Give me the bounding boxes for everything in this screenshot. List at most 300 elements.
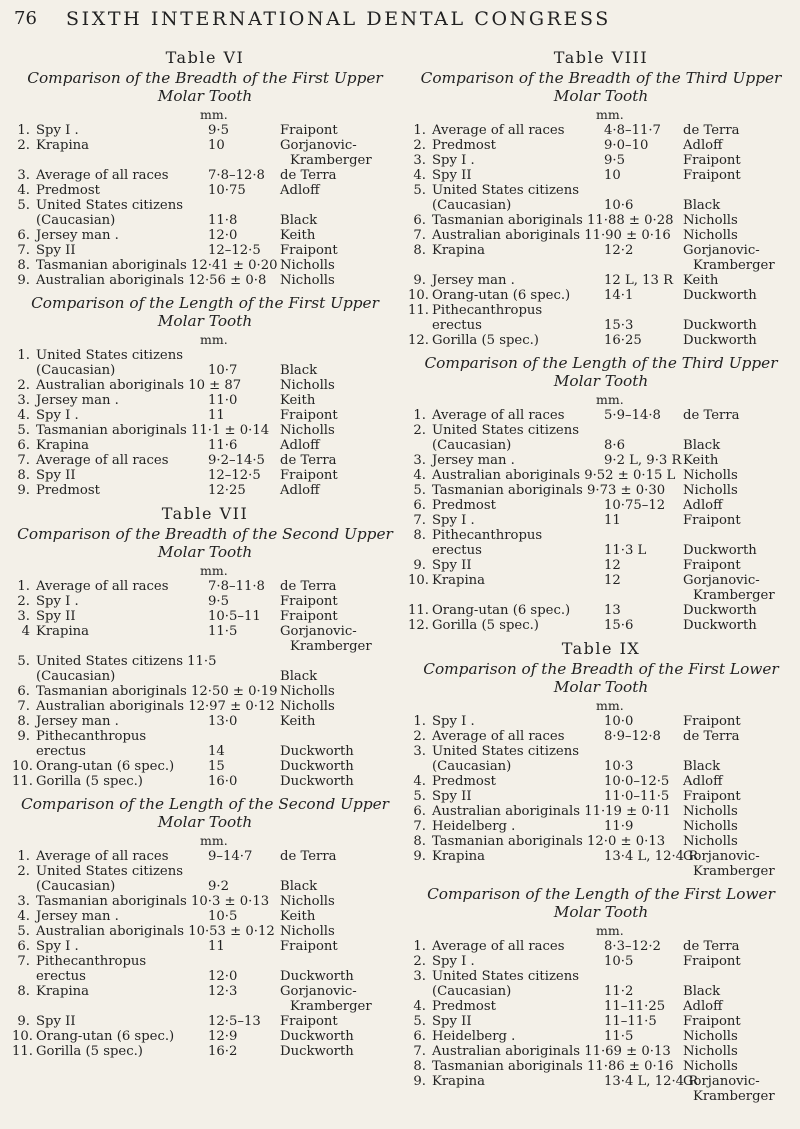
table-row — [12, 378, 398, 393]
row-value: 10 — [604, 168, 621, 183]
table-row — [408, 408, 794, 423]
table-row — [408, 999, 794, 1014]
row-author: Nicholls — [683, 483, 738, 498]
row-subject: Average of all races — [432, 729, 565, 744]
row-subject: (Caucasian) — [36, 213, 116, 228]
table-row — [408, 213, 794, 228]
row-subject: (Caucasian) — [432, 984, 512, 999]
table-row — [12, 939, 398, 954]
row-subject: (Caucasian) — [432, 438, 512, 453]
table-row — [12, 138, 398, 168]
table-section — [12, 294, 398, 498]
table-row — [408, 138, 794, 153]
row-author-cont: Kramberger — [693, 864, 775, 879]
row-author: Fraipont — [280, 468, 338, 483]
table-row — [12, 879, 398, 894]
row-subject: Average of all races — [432, 123, 565, 138]
row-value: 16·2 — [208, 1044, 238, 1059]
table-row — [12, 483, 398, 498]
row-author: Nicholls — [683, 819, 738, 834]
row-number: 9. — [17, 483, 30, 498]
row-subject: Krapina — [432, 243, 486, 258]
row-number: 6. — [17, 438, 30, 453]
table-row — [408, 729, 794, 744]
row-subject: Orang-utan (6 spec.) — [36, 1029, 175, 1044]
table-row — [12, 714, 398, 729]
row-subject: Spy II — [432, 1014, 472, 1029]
table-row — [12, 954, 398, 969]
row-author: Fraipont — [683, 513, 741, 528]
row-value: 12·3 — [208, 984, 238, 999]
row-author: Black — [280, 363, 318, 378]
row-number: 5. — [17, 654, 30, 669]
row-value: 12–12·5 — [208, 468, 261, 483]
row-number: 7. — [413, 228, 426, 243]
row-subject: Average of all races — [36, 453, 169, 468]
row-author: Fraipont — [683, 153, 741, 168]
table-row — [408, 303, 794, 318]
table-row — [408, 558, 794, 573]
row-number: 8. — [413, 834, 426, 849]
table-row — [12, 729, 398, 744]
row-value: 14 — [208, 744, 225, 759]
row-value: 13·0 — [208, 714, 238, 729]
row-author: Gorjanovic- — [280, 984, 357, 999]
table-row — [12, 123, 398, 138]
row-subject: United States citizens — [36, 198, 183, 213]
table-row — [12, 408, 398, 423]
row-author: Nicholls — [280, 378, 335, 393]
row-value: 15 — [208, 759, 225, 774]
table-row — [408, 318, 794, 333]
row-subject: Heidelberg . — [432, 1029, 516, 1044]
row-number: 4. — [17, 183, 30, 198]
row-author: Duckworth — [280, 759, 354, 774]
row-subject: Spy I . — [36, 123, 79, 138]
row-author-cont: Kramberger — [290, 639, 372, 654]
row-author: Gorjanovic- — [683, 243, 760, 258]
unit-label: mm. — [596, 923, 624, 938]
table-row — [408, 498, 794, 513]
row-subject: United States citizens — [36, 864, 183, 879]
row-number: 7. — [17, 954, 30, 969]
row-number: 8. — [413, 1059, 426, 1074]
row-author: Keith — [683, 273, 719, 288]
row-author: Fraipont — [280, 408, 338, 423]
row-subject: Pithecanthropus — [432, 303, 543, 318]
row-value: 11 — [604, 513, 621, 528]
table-row — [12, 348, 398, 363]
unit-label: mm. — [596, 107, 624, 122]
row-author: Keith — [280, 228, 316, 243]
table-row — [12, 453, 398, 468]
row-number: 9. — [413, 1074, 426, 1089]
table-row — [408, 939, 794, 954]
table-row — [12, 924, 398, 939]
row-subject: Krapina — [432, 1074, 486, 1089]
row-number: 10. — [12, 759, 33, 774]
row-number: 4. — [413, 774, 426, 789]
row-author: Black — [280, 879, 318, 894]
row-number: 4. — [17, 408, 30, 423]
row-number: 2. — [413, 729, 426, 744]
row-subject: Pithecanthropus — [36, 954, 147, 969]
right-column — [408, 44, 794, 1110]
row-number: 4. — [413, 468, 426, 483]
row-subject: Spy II — [36, 1014, 76, 1029]
row-author: Nicholls — [683, 834, 738, 849]
row-number: 9. — [17, 1014, 30, 1029]
row-number: 8. — [413, 528, 426, 543]
row-author: Nicholls — [683, 468, 738, 483]
table-row — [12, 969, 398, 984]
row-subject: Predmost — [432, 999, 496, 1014]
row-value: 13 — [604, 603, 621, 618]
table-row — [408, 954, 794, 969]
row-subject: Australian aboriginals 10·53 ± 0·12 — [36, 924, 275, 939]
row-subject: Predmost — [36, 483, 100, 498]
table-row — [12, 168, 398, 183]
row-number: 5. — [17, 423, 30, 438]
table-row — [408, 819, 794, 834]
table-section — [408, 354, 794, 633]
table-row — [408, 1074, 794, 1104]
row-number: 1. — [17, 849, 30, 864]
table-row — [408, 774, 794, 789]
row-subject: Australian aboriginals 12·56 ± 0·8 — [36, 273, 267, 288]
row-author: Nicholls — [280, 699, 335, 714]
row-subject: Australian aboriginals 10 ± 87 — [36, 378, 242, 393]
table-row — [12, 624, 398, 654]
row-number: 2. — [413, 138, 426, 153]
row-author: Fraipont — [683, 168, 741, 183]
row-value: 10·75–12 — [604, 498, 666, 513]
table-rows — [408, 123, 794, 348]
row-number: 3. — [413, 453, 426, 468]
table-title: Comparison of the Breadth of the First Lower Molar Tooth — [423, 660, 779, 696]
row-author: Gorjanovic- — [280, 624, 357, 639]
row-number: 5. — [413, 789, 426, 804]
row-author: Fraipont — [683, 789, 741, 804]
row-author: Gorjanovic- — [683, 1074, 760, 1089]
row-value: 10·5 — [604, 954, 634, 969]
row-subject: Krapina — [36, 438, 90, 453]
table-rows — [12, 348, 398, 498]
row-subject: Average of all races — [36, 849, 169, 864]
table-row — [408, 423, 794, 438]
row-subject: Tasmanian aboriginals 11·86 ± 0·16 — [432, 1059, 674, 1074]
row-author: Fraipont — [280, 1014, 338, 1029]
row-author-cont: Kramberger — [693, 588, 775, 603]
row-number: 3. — [17, 609, 30, 624]
row-number: 2. — [413, 954, 426, 969]
row-number: 5. — [413, 1014, 426, 1029]
running-head: SIXTH INTERNATIONAL DENTAL CONGRESS — [66, 8, 611, 30]
row-author: Adloff — [280, 483, 320, 498]
row-number: 3. — [413, 969, 426, 984]
row-subject: Jersey man . — [36, 714, 119, 729]
row-subject: Australian aboriginals 12·97 ± 0·12 — [36, 699, 275, 714]
table-rows — [12, 849, 398, 1059]
row-author: Black — [683, 759, 721, 774]
row-value: 5·9–14·8 — [604, 408, 661, 423]
table-row — [408, 123, 794, 138]
page-number: 76 — [14, 8, 37, 29]
row-value: 12·0 — [208, 228, 238, 243]
row-subject: Pithecanthropus — [432, 528, 543, 543]
row-subject: Orang-utan (6 spec.) — [432, 288, 571, 303]
row-author: Adloff — [683, 999, 723, 1014]
table-row — [408, 714, 794, 729]
row-author: Adloff — [683, 138, 723, 153]
row-value: 13·4 L, 12·4 R — [604, 849, 699, 864]
row-value: 7·8–11·8 — [208, 579, 265, 594]
row-subject: Gorilla (5 spec.) — [36, 774, 143, 789]
row-author: Fraipont — [683, 954, 741, 969]
row-value: 10·6 — [604, 198, 634, 213]
row-author: Duckworth — [683, 618, 757, 633]
row-value: 12·5–13 — [208, 1014, 261, 1029]
row-subject: Australian aboriginals 9·52 ± 0·15 L — [432, 468, 676, 483]
row-author: de Terra — [280, 579, 337, 594]
row-number: 11. — [12, 774, 33, 789]
row-author: Nicholls — [280, 924, 335, 939]
row-author: de Terra — [280, 453, 337, 468]
row-subject: Jersey man . — [432, 273, 515, 288]
row-author: Gorjanovic- — [683, 849, 760, 864]
table-row — [12, 198, 398, 213]
row-value: 9·0–10 — [604, 138, 649, 153]
table-row — [408, 198, 794, 213]
row-author: Adloff — [683, 498, 723, 513]
row-number: 3. — [413, 153, 426, 168]
row-value: 8·9–12·8 — [604, 729, 661, 744]
row-subject: Gorilla (5 spec.) — [36, 1044, 143, 1059]
row-subject: Tasmanian aboriginals 12·50 ± 0·19 — [36, 684, 278, 699]
row-number: 4. — [413, 168, 426, 183]
row-subject: Jersey man . — [432, 453, 515, 468]
row-number: 6. — [413, 213, 426, 228]
table-row — [12, 699, 398, 714]
row-subject: erectus — [36, 744, 86, 759]
row-author: Duckworth — [280, 774, 354, 789]
table-row — [12, 363, 398, 378]
row-author: Adloff — [280, 438, 320, 453]
row-author: Fraipont — [683, 558, 741, 573]
table-row — [12, 1014, 398, 1029]
table-row — [408, 969, 794, 984]
row-number: 11. — [408, 303, 429, 318]
row-subject: Average of all races — [432, 408, 565, 423]
row-subject: Spy I . — [432, 153, 475, 168]
table-row — [12, 228, 398, 243]
row-author: Duckworth — [280, 744, 354, 759]
row-author: Nicholls — [683, 213, 738, 228]
table-title: Comparison of the Length of the Second Upper Molar Tooth — [21, 795, 389, 831]
row-number: 11. — [12, 1044, 33, 1059]
table-title: Comparison of the Length of the First Lower Molar Tooth — [427, 885, 775, 921]
table-row — [12, 684, 398, 699]
row-number: 7. — [17, 699, 30, 714]
table-section — [408, 48, 794, 348]
row-number: 1. — [413, 939, 426, 954]
table-row — [408, 243, 794, 273]
row-number: 12. — [408, 333, 429, 348]
row-subject: Average of all races — [36, 168, 169, 183]
row-value: 12·25 — [208, 483, 246, 498]
row-number: 9. — [413, 849, 426, 864]
table-row — [12, 654, 398, 669]
table-row — [12, 423, 398, 438]
row-value: 9·5 — [208, 594, 229, 609]
table-row — [408, 1014, 794, 1029]
row-number: 4. — [17, 909, 30, 924]
row-number: 5. — [17, 198, 30, 213]
row-author: Fraipont — [280, 123, 338, 138]
row-value: 7·8–12·8 — [208, 168, 265, 183]
row-number: 9. — [413, 273, 426, 288]
table-row — [12, 243, 398, 258]
row-author: Nicholls — [683, 804, 738, 819]
row-number: 1. — [17, 348, 30, 363]
row-subject: (Caucasian) — [36, 879, 116, 894]
page-header — [14, 8, 780, 34]
row-number: 8. — [17, 984, 30, 999]
row-author: Keith — [683, 453, 719, 468]
row-author: Gorjanovic- — [683, 573, 760, 588]
row-number: 7. — [17, 453, 30, 468]
row-author: Nicholls — [280, 684, 335, 699]
row-subject: Tasmanian aboriginals 11·1 ± 0·14 — [36, 423, 270, 438]
unit-label: mm. — [596, 698, 624, 713]
table-row — [12, 213, 398, 228]
row-value: 15·6 — [604, 618, 634, 633]
row-author: Black — [280, 213, 318, 228]
row-value: 10 — [208, 138, 225, 153]
row-value: 12·2 — [604, 243, 634, 258]
row-value: 11·5 — [604, 1029, 634, 1044]
row-subject: United States citizens — [432, 423, 579, 438]
row-subject: Pithecanthropus — [36, 729, 147, 744]
row-author-cont: Kramberger — [290, 999, 372, 1014]
row-author: Nicholls — [280, 894, 335, 909]
table-row — [408, 984, 794, 999]
row-number: 6. — [413, 1029, 426, 1044]
row-value: 16·0 — [208, 774, 238, 789]
row-number: 4. — [413, 999, 426, 1014]
row-author: de Terra — [280, 168, 337, 183]
row-subject: Predmost — [36, 183, 100, 198]
row-author: Adloff — [280, 183, 320, 198]
row-author: Duckworth — [683, 333, 757, 348]
table-rows — [12, 579, 398, 789]
row-value: 14·1 — [604, 288, 634, 303]
row-subject: (Caucasian) — [36, 669, 116, 684]
row-author: Fraipont — [280, 594, 338, 609]
row-author: Fraipont — [683, 1014, 741, 1029]
table-row — [12, 669, 398, 684]
row-subject: Spy I . — [36, 939, 79, 954]
row-author: Adloff — [683, 774, 723, 789]
row-number: 3. — [17, 894, 30, 909]
row-value: 12–12·5 — [208, 243, 261, 258]
row-subject: Krapina — [432, 573, 486, 588]
row-subject: Australian aboriginals 11·19 ± 0·11 — [432, 804, 671, 819]
row-number: 5. — [413, 183, 426, 198]
table-label: Table VII — [161, 504, 249, 523]
row-value: 11·3 L — [604, 543, 647, 558]
row-value: 9–14·7 — [208, 849, 253, 864]
table-row — [408, 603, 794, 618]
row-subject: Spy I . — [432, 513, 475, 528]
row-subject: Spy II — [36, 468, 76, 483]
row-number: 11. — [408, 603, 429, 618]
row-number: 2. — [17, 864, 30, 879]
row-value: 16·25 — [604, 333, 642, 348]
row-value: 10·75 — [208, 183, 246, 198]
row-value: 12 L, 13 R — [604, 273, 674, 288]
row-value: 4·8–11·7 — [604, 123, 661, 138]
table-section — [408, 885, 794, 1104]
row-author: Duckworth — [280, 1044, 354, 1059]
row-author: Black — [683, 198, 721, 213]
row-number: 10. — [408, 573, 429, 588]
row-number: 10. — [408, 288, 429, 303]
unit-label: mm. — [200, 833, 228, 848]
table-row — [408, 759, 794, 774]
table-row — [408, 834, 794, 849]
table-row — [12, 1044, 398, 1059]
row-value: 11·5 — [208, 624, 238, 639]
row-author: Nicholls — [683, 1029, 738, 1044]
row-number: 1. — [17, 123, 30, 138]
row-subject: United States citizens — [432, 744, 579, 759]
table-row — [408, 228, 794, 243]
table-rows — [12, 123, 398, 288]
table-row — [408, 483, 794, 498]
table-row — [408, 333, 794, 348]
table-row — [408, 789, 794, 804]
row-subject: Tasmanian aboriginals 10·3 ± 0·13 — [36, 894, 270, 909]
row-subject: Predmost — [432, 498, 496, 513]
row-number: 9. — [413, 558, 426, 573]
table-row — [12, 438, 398, 453]
row-author: Duckworth — [683, 318, 757, 333]
table-row — [408, 1044, 794, 1059]
row-value: 10·7 — [208, 363, 238, 378]
table-row — [12, 744, 398, 759]
row-subject: erectus — [432, 318, 482, 333]
row-subject: United States citizens 11·5 — [36, 654, 217, 669]
row-subject: (Caucasian) — [36, 363, 116, 378]
table-row — [408, 468, 794, 483]
row-author: Duckworth — [683, 543, 757, 558]
row-number: 3. — [17, 393, 30, 408]
row-author: Nicholls — [683, 228, 738, 243]
table-row — [12, 393, 398, 408]
row-value: 11·2 — [604, 984, 634, 999]
table-rows — [408, 408, 794, 633]
row-value: 11·0 — [208, 393, 238, 408]
table-row — [408, 453, 794, 468]
unit-label: mm. — [200, 563, 228, 578]
table-title: Comparison of the Breadth of the First Upper Molar Tooth — [27, 69, 383, 105]
row-author: Keith — [280, 393, 316, 408]
row-number: 7. — [17, 243, 30, 258]
row-value: 11·8 — [208, 213, 238, 228]
table-row — [12, 909, 398, 924]
table-row — [408, 1029, 794, 1044]
